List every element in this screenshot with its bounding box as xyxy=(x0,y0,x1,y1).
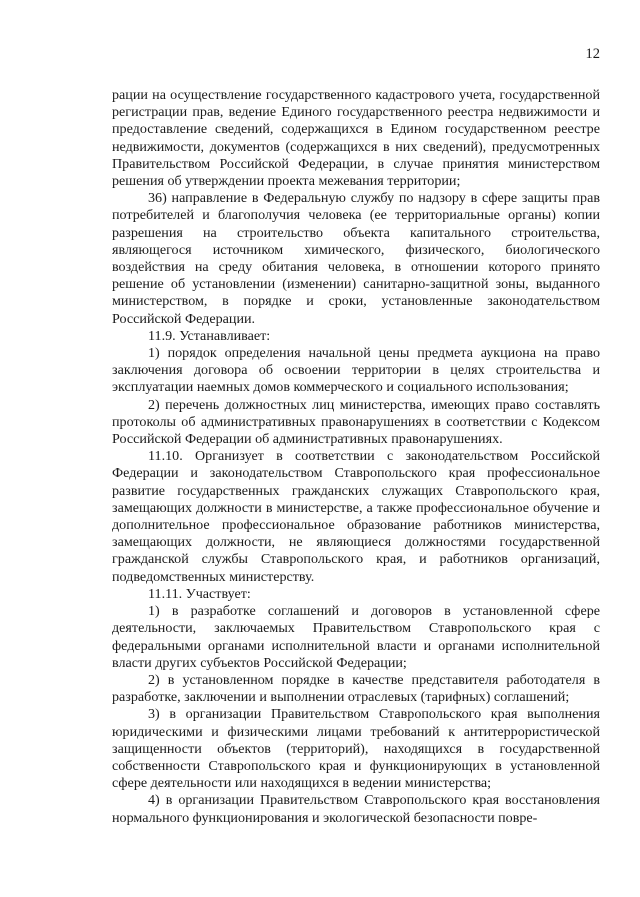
paragraph-11-11-item-4: 4) в организации Правительством Ставропольского края восстановления нормального функционирования и экологической безопасности повре- xyxy=(112,792,600,826)
document-body xyxy=(112,87,600,827)
paragraph-continuation-cadastral: рации на осуществление государственного кадастрового учета, государственной регистрации прав, ведение Единого государственного реестра недвижимости и предоставление сведений, содержащихся в Едином государственном реестре недвижимости, документов (содержащихся в них сведений), предусмотренных Правительством Российской Федерации, в случае принятия министерством решения об утверждении проекта межевания территории; xyxy=(112,87,600,190)
section-heading-11-11: 11.11. Участвует: xyxy=(148,585,251,602)
paragraph-11-11-item-2: 2) в установленном порядке в качестве представителя работодателя в разработке, заключении и выполнении отраслевых (тарифных) соглашений; xyxy=(112,671,600,706)
paragraph-11-11-item-3: 3) в организации Правительством Ставропольского края выполнения юридическими и физическими лицами требований к антитеррористической защищенности объектов (территорий), находящихся в государственной собственности Ставропольского края и функционирующих в установленной сфере деятельности или находящихся в ведении министерства; xyxy=(112,706,600,792)
page-number: 12 xyxy=(585,46,600,62)
paragraph-11-11-item-1: 1) в разработке соглашений и договоров в установленной сфере деятельности, заключаемых Правительством Ставропольского края с федеральными органами исполнительной власти и органами исполнительной власти других субъектов Российской Федерации; xyxy=(112,603,600,671)
paragraph-11-9-item-1: 1) порядок определения начальной цены предмета аукциона на право заключения договора об освоении территории в целях строительства и эксплуатации наемных домов коммерческого и социального использования; xyxy=(112,345,600,396)
paragraph-item-36: 36) направление в Федеральную службу по надзору в сфере защиты прав потребителей и благополучия человека (ее территориальные органы) копии разрешения на строительство объекта капитального строительства, являющегося источником химического, физического, биологического воздействия на среду обитания человека, в отношении которого принято решение об установлении (изменении) санитарно-защитной зоны, выданного министерством, в порядке и сроки, установленные законодательством Российской Федерации. xyxy=(112,190,600,327)
section-heading-11-9: 11.9. Устанавливает: xyxy=(148,327,271,344)
paragraph-11-9-item-2: 2) перечень должностных лиц министерства, имеющих право составлять протоколы об административных правонарушениях в соответствии с Кодексом Российской Федерации об административных правонарушениях. xyxy=(112,396,600,448)
paragraph-11-10: 11.10. Организует в соответствии с законодательством Российской Федерации и законодательством Ставропольского края профессиональное развитие государственных гражданских служащих Ставропольского края, замещающих должности в министерстве, а также профессиональное обучение и дополнительное профессиональное образование работников министерства, замещающих должности, не являющиеся должностями государственной гражданской службы Ставропольского края, и работников организаций, подведомственных министерству. xyxy=(112,448,600,585)
